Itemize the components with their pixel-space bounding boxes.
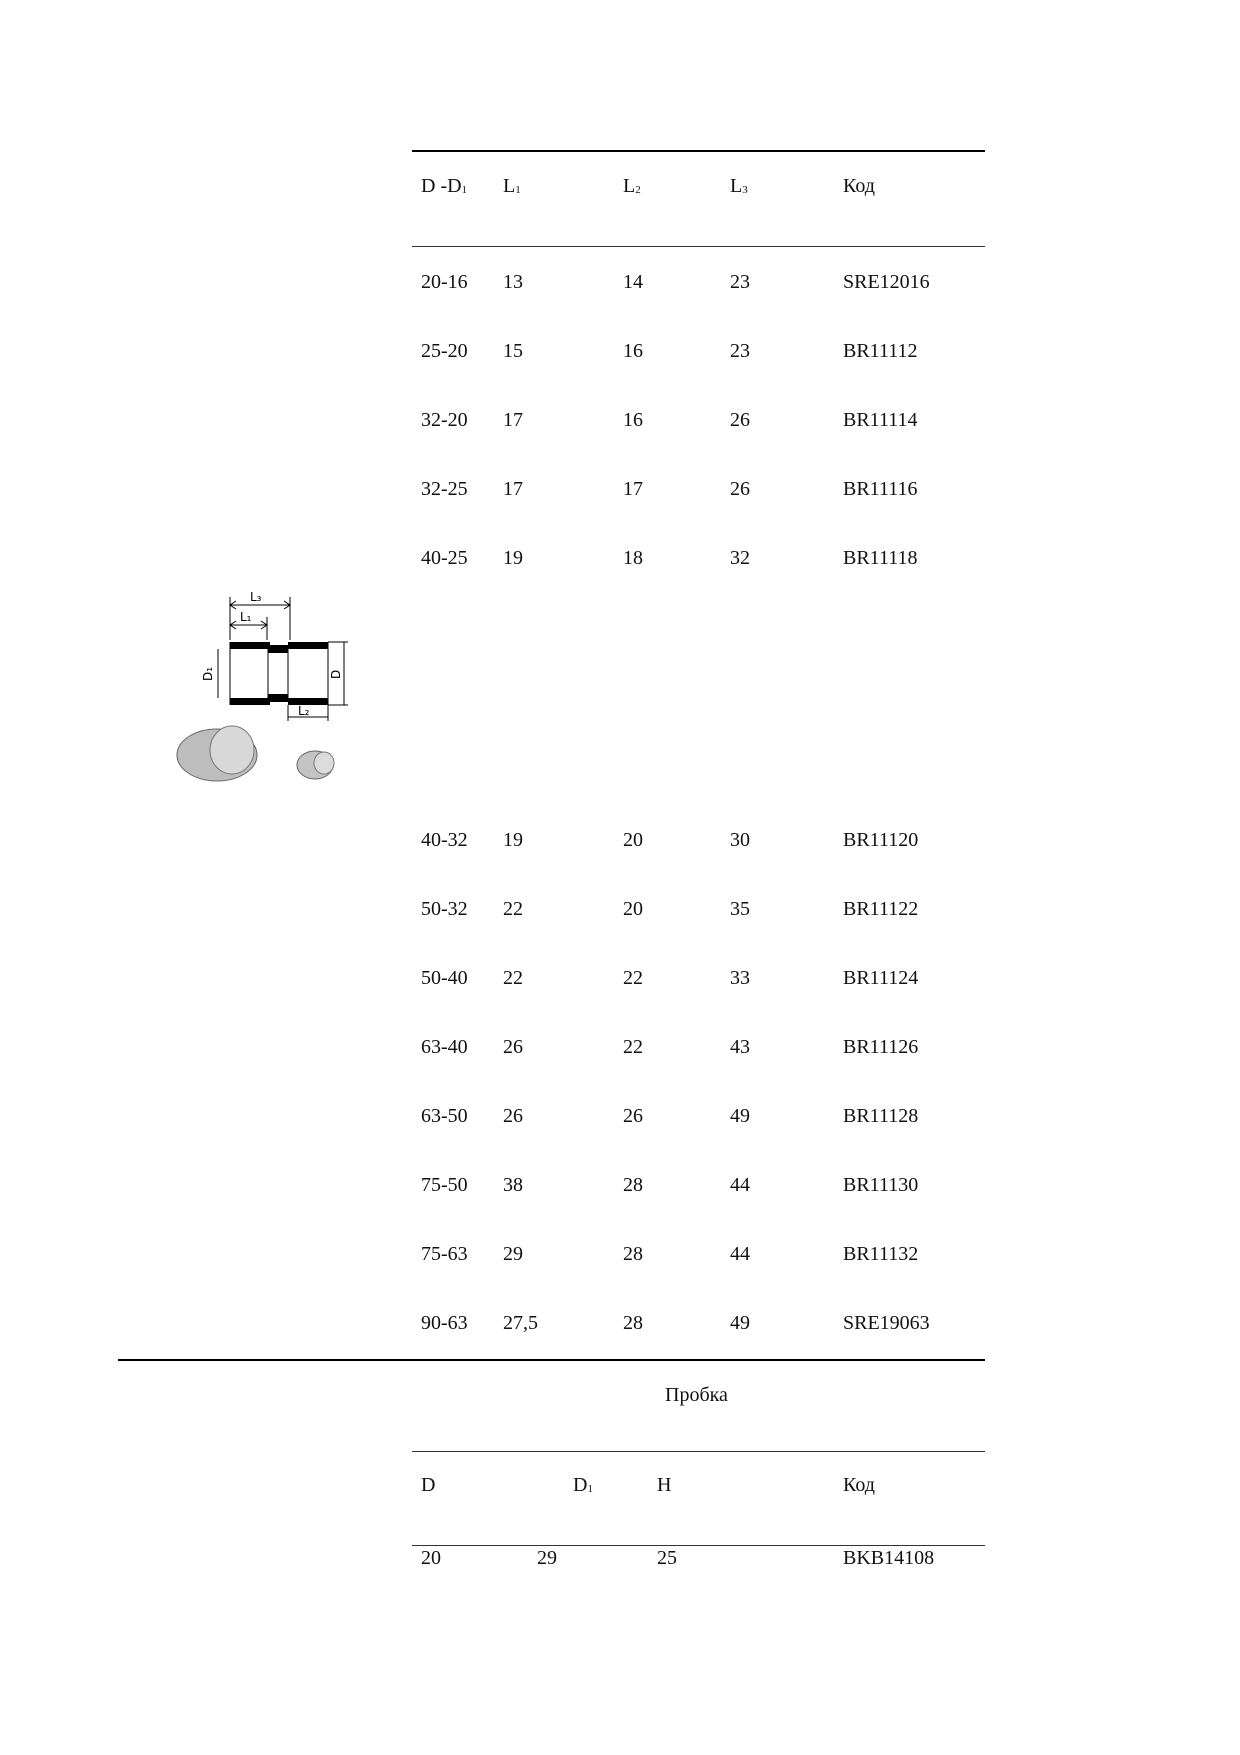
plug-header-code: Код — [843, 1474, 875, 1496]
reducer-cell-d-d1: 50-32 — [421, 898, 468, 920]
plug-table-top-rule — [412, 1451, 985, 1452]
reducer-cell-code: BR11124 — [843, 967, 919, 989]
reducer-cell-code: SRE19063 — [843, 1312, 930, 1334]
reducer-cell-l1: 29 — [503, 1243, 523, 1265]
reducer-cell-l3: 49 — [730, 1312, 750, 1334]
reducer-cell-d-d1: 75-50 — [421, 1174, 468, 1196]
reducer-cell-l1: 26 — [503, 1105, 523, 1127]
reducer-cell-d-d1: 32-25 — [421, 478, 468, 500]
reducer-cell-l3: 32 — [730, 547, 750, 569]
reducer-cell-l3: 43 — [730, 1036, 750, 1058]
reducer-cell-l3: 33 — [730, 967, 750, 989]
svg-text:L₂: L₂ — [298, 704, 310, 718]
reducer-cell-l3: 26 — [730, 478, 750, 500]
reducer-cell-l3: 44 — [730, 1174, 750, 1196]
reducer-cell-l3: 23 — [730, 271, 750, 293]
svg-text:D₁: D₁ — [201, 666, 215, 681]
reducer-cell-l3: 30 — [730, 829, 750, 851]
reducer-cell-d-d1: 63-50 — [421, 1105, 468, 1127]
reducer-cell-code: BR11122 — [843, 898, 919, 920]
reducer-cell-l2: 16 — [623, 340, 643, 362]
reducer-cell-l2: 16 — [623, 409, 643, 431]
reducer-cell-l3: 49 — [730, 1105, 750, 1127]
reducer-cell-l3: 35 — [730, 898, 750, 920]
reducer-cell-l1: 27,5 — [503, 1312, 538, 1334]
header-l1: $L_1$ — [503, 175, 521, 197]
reducer-cell-code: SRE12016 — [843, 271, 930, 293]
plug-cell-d: 20 — [421, 1547, 441, 1569]
reducer-cell-l1: 22 — [503, 967, 523, 989]
reducer-cell-code: BR11112 — [843, 340, 918, 362]
reducer-cell-d-d1: 63-40 — [421, 1036, 468, 1058]
reducer-cell-l1: 13 — [503, 271, 523, 293]
reducer-cell-d-d1: 40-32 — [421, 829, 468, 851]
reducer-cell-d-d1: 75-63 — [421, 1243, 468, 1265]
reducer-cell-l1: 22 — [503, 898, 523, 920]
reducer-cell-l2: 17 — [623, 478, 643, 500]
reducer-cell-code: BR11132 — [843, 1243, 919, 1265]
plug-header-h: H — [657, 1474, 672, 1496]
reducer-cell-d-d1: 90-63 — [421, 1312, 468, 1334]
plug-cell-h: 25 — [657, 1547, 677, 1569]
reducer-cell-l1: 19 — [503, 829, 523, 851]
reducer-cell-l1: 17 — [503, 409, 523, 431]
reducer-cell-code: BR11128 — [843, 1105, 919, 1127]
header-l2: $L_2$ — [623, 175, 641, 197]
reducer-cell-l3: 23 — [730, 340, 750, 362]
reducer-cell-l2: 18 — [623, 547, 643, 569]
reducer-cell-l1: 19 — [503, 547, 523, 569]
table-header-rule — [412, 246, 985, 247]
reducer-cell-l3: 44 — [730, 1243, 750, 1265]
reducer-coupling-drawing — [172, 585, 372, 795]
plug-cell-d1: 29 — [537, 1547, 557, 1569]
reducer-cell-d-d1: 32-20 — [421, 409, 468, 431]
reducer-cell-l1: 26 — [503, 1036, 523, 1058]
reducer-cell-l1: 15 — [503, 340, 523, 362]
reducer-cell-l3: 26 — [730, 409, 750, 431]
reducer-cell-l2: 28 — [623, 1312, 643, 1334]
reducer-cell-l1: 17 — [503, 478, 523, 500]
reducer-cell-code: BR11120 — [843, 829, 919, 851]
header-code: Код — [843, 175, 875, 197]
reducer-cell-l2: 28 — [623, 1174, 643, 1196]
reducer-cell-code: BR11114 — [843, 409, 918, 431]
svg-text:L₃: L₃ — [250, 590, 262, 604]
reducer-cell-l2: 22 — [623, 967, 643, 989]
plug-section-title: Пробка — [665, 1384, 728, 1406]
reducer-cell-code: BR11130 — [843, 1174, 919, 1196]
reducer-cell-code: BR11118 — [843, 547, 918, 569]
reducer-cell-l1: 38 — [503, 1174, 523, 1196]
reducer-cell-l2: 14 — [623, 271, 643, 293]
plug-cell-code: BKB14108 — [843, 1547, 935, 1569]
reducer-cell-code: BR11116 — [843, 478, 918, 500]
reducer-cell-l2: 28 — [623, 1243, 643, 1265]
header-l3: $L_3$ — [730, 175, 748, 197]
header-d-d1: D $-D_1$ — [421, 175, 468, 197]
svg-text:D: D — [329, 669, 343, 679]
table-top-rule — [412, 150, 985, 152]
reducer-cell-d-d1: 50-40 — [421, 967, 468, 989]
table-bottom-rule — [118, 1359, 985, 1361]
reducer-cell-l2: 20 — [623, 829, 643, 851]
reducer-cell-l2: 26 — [623, 1105, 643, 1127]
reducer-coupling-figure — [172, 585, 372, 795]
svg-text:L₁: L₁ — [240, 610, 252, 624]
plug-header-d1: $D_1$ — [573, 1474, 593, 1496]
reducer-cell-d-d1: 25-20 — [421, 340, 468, 362]
reducer-cell-code: BR11126 — [843, 1036, 919, 1058]
reducer-cell-d-d1: 20-16 — [421, 271, 468, 293]
reducer-cell-l2: 20 — [623, 898, 643, 920]
reducer-cell-d-d1: 40-25 — [421, 547, 468, 569]
plug-header-d: D — [421, 1474, 436, 1496]
reducer-cell-l2: 22 — [623, 1036, 643, 1058]
